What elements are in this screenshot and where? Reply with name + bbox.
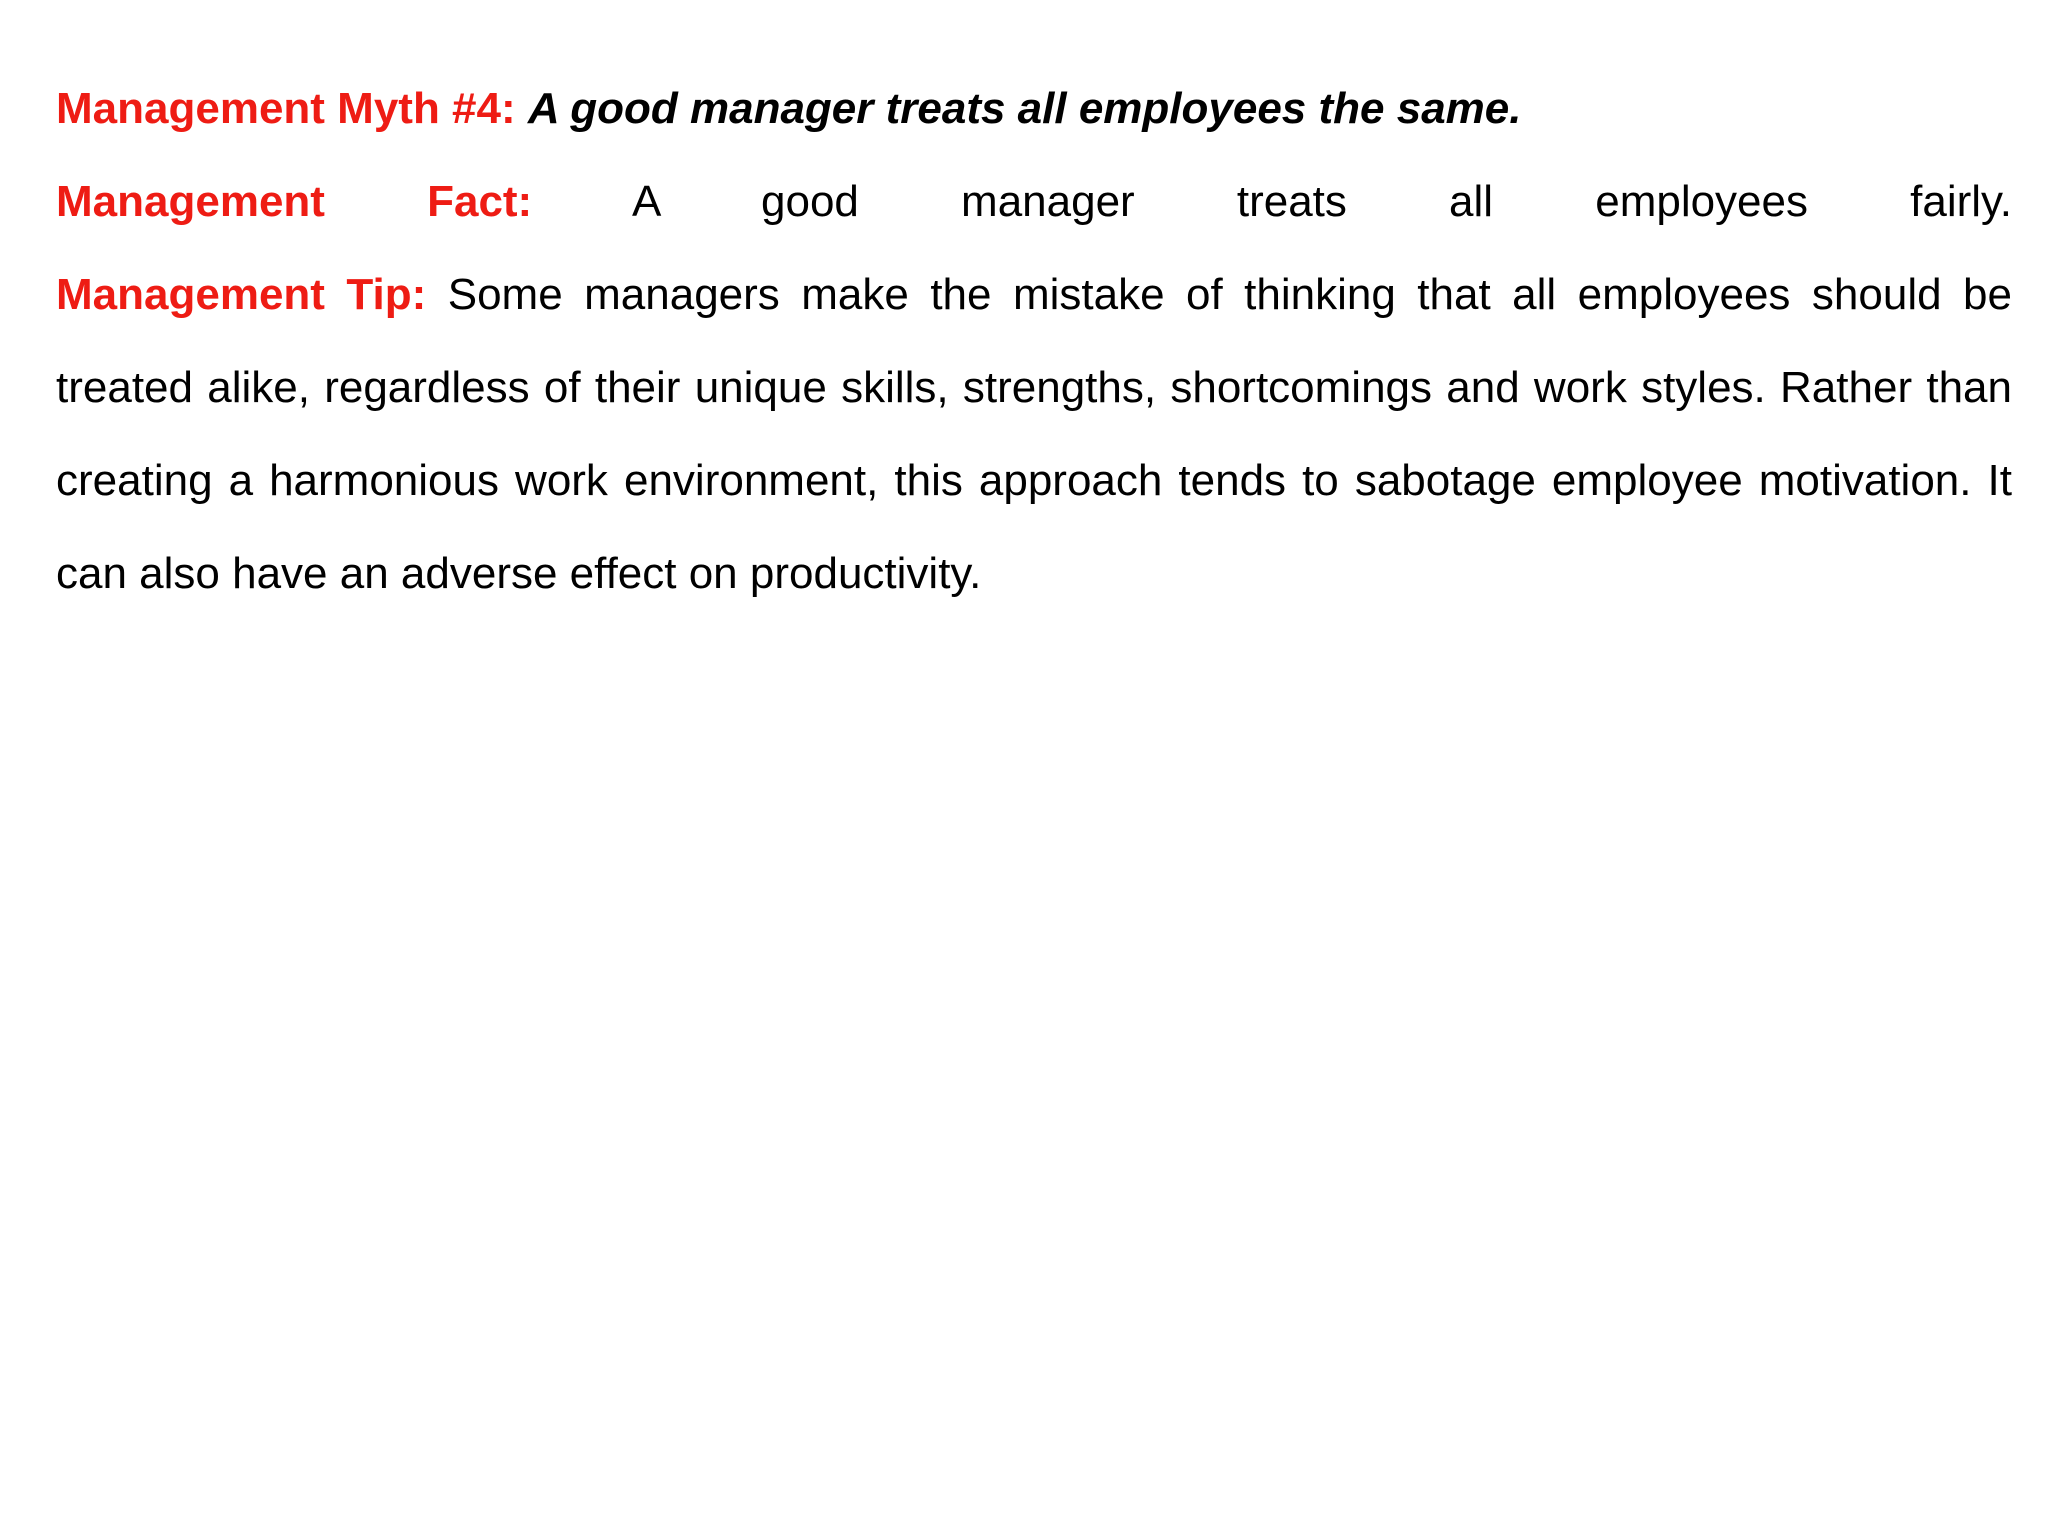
- myth-paragraph: [56, 62, 2012, 155]
- tip-paragraph: [56, 248, 2012, 620]
- myth-statement: A good manager treats all employees the same.: [527, 84, 1522, 133]
- fact-label: Management Fact:: [56, 177, 533, 226]
- myth-label: Management Myth #4:: [56, 84, 516, 133]
- tip-label: Management Tip:: [56, 270, 427, 319]
- tip-statement: Some managers make the mistake of thinking that all employees should be treated alike, regardless of their unique skills, strengths, shortcomings and work styles. Rather than creating a harmonious work environment, this approach tends to sabotage employee motivation. It can also have an adverse effect on productivity.: [56, 270, 2012, 598]
- fact-paragraph: [56, 155, 2012, 248]
- fact-statement: A good manager treats all employees fairly.: [631, 177, 2013, 226]
